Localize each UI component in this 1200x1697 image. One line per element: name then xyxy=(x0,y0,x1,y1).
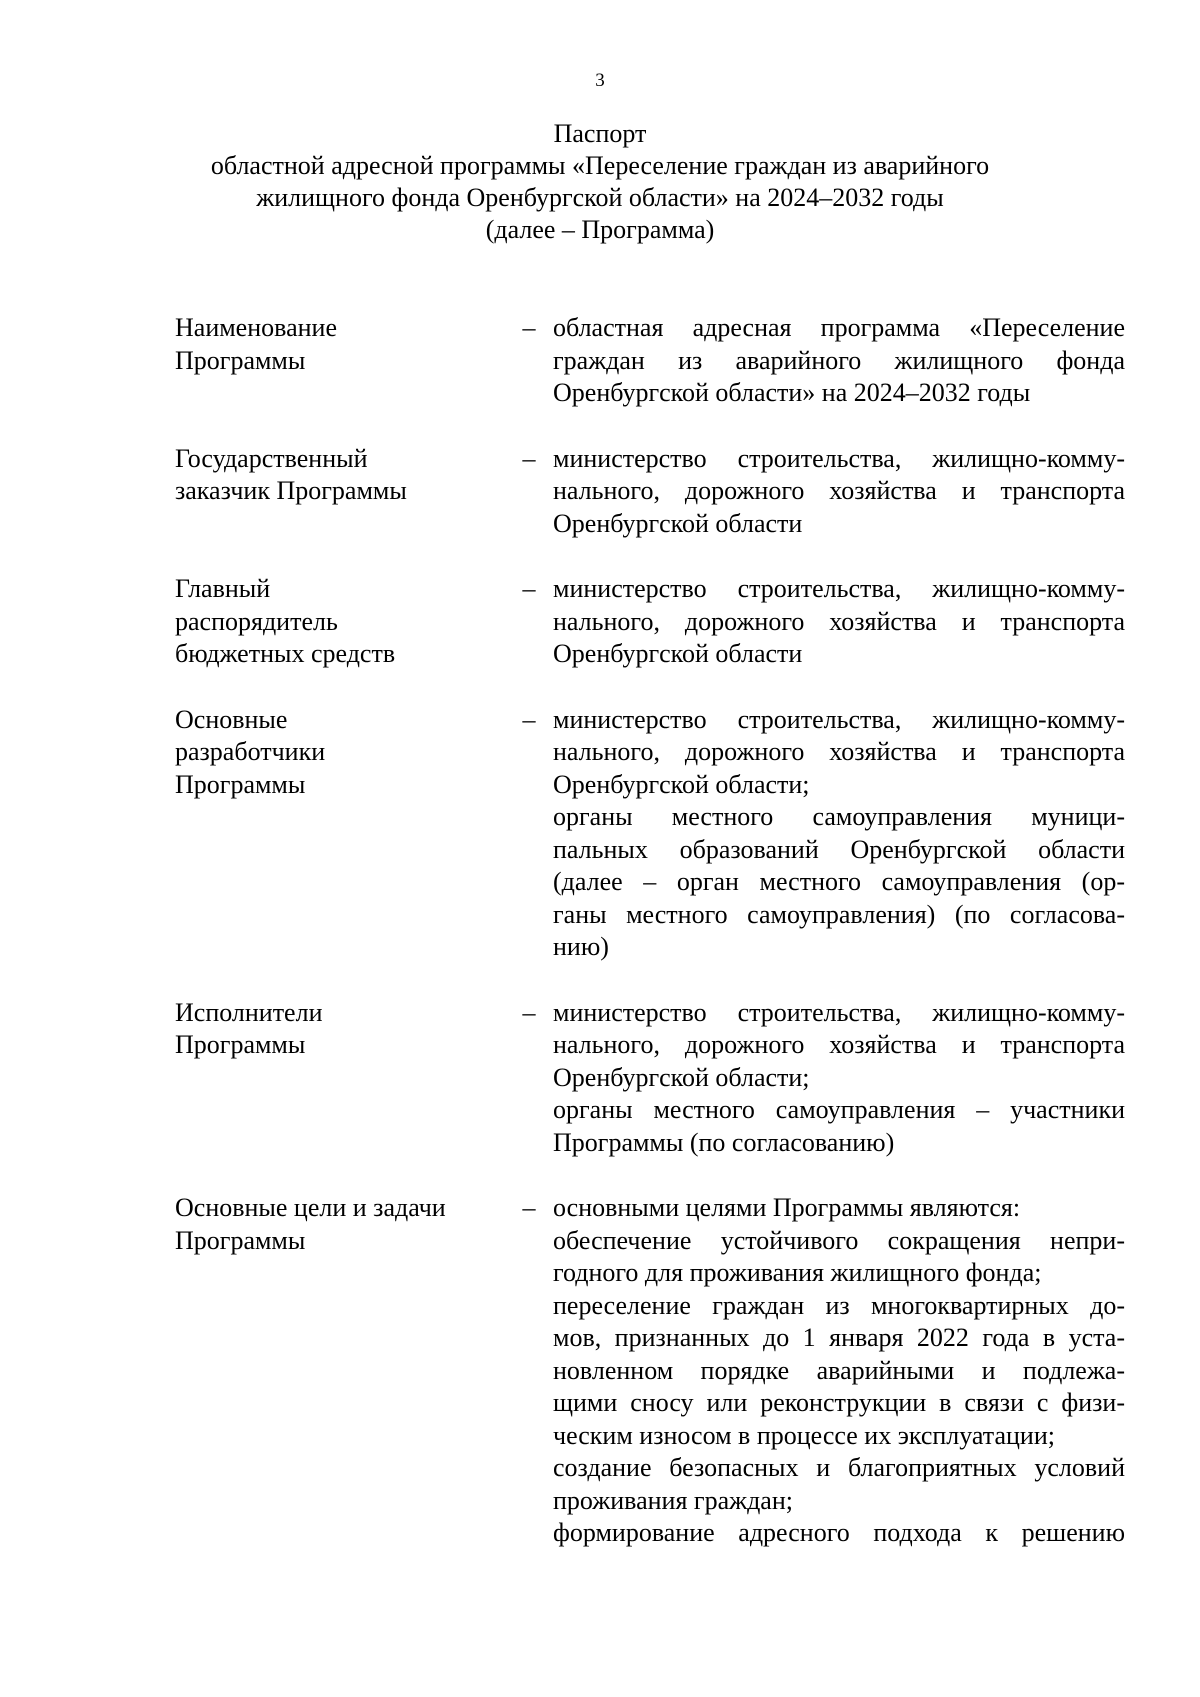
row-value-line: проживания граждан; xyxy=(553,1485,793,1515)
row-value-line: ганы местного самоуправления) (по согласова- xyxy=(553,899,1125,929)
passport-row xyxy=(175,443,1125,541)
passport-row xyxy=(175,312,1125,410)
row-value-line: министерство строительства, жилищно-комму- xyxy=(553,443,1125,473)
row-value-line: министерство строительства, жилищно-комму- xyxy=(553,574,1125,603)
title-line: (далее – Программа) xyxy=(485,215,715,244)
row-value xyxy=(553,997,1125,1160)
row-label-line: Наименование xyxy=(175,313,337,342)
page-number: 3 xyxy=(595,70,605,91)
row-dash: – xyxy=(522,443,536,473)
row-value-line: новленном порядке аварийными и подлежа- xyxy=(553,1355,1125,1385)
row-label xyxy=(175,443,505,541)
title-line: жилищного фонда Оренбургской области» на 2024–2032 годы xyxy=(256,183,944,212)
title-line: областной адресной программы «Переселение граждан из аварийного xyxy=(210,151,990,180)
row-label-line: заказчик Программы xyxy=(175,476,407,505)
row-value-line: Оренбургской области; xyxy=(553,769,810,799)
row-value xyxy=(553,312,1125,410)
row-label xyxy=(175,1192,505,1550)
row-label-line: Главный xyxy=(175,574,271,603)
row-value-line: переселение граждан из многоквартирных до- xyxy=(553,1290,1125,1320)
row-label-line: Программы xyxy=(175,1030,306,1059)
row-value-line: создание безопасных и благоприятных условий xyxy=(553,1453,1125,1482)
row-value-line: щими сносу или реконструкции в связи с физи- xyxy=(553,1388,1125,1417)
row-value-line: нального, дорожного хозяйства и транспорта xyxy=(553,476,1125,505)
row-value xyxy=(553,704,1125,964)
row-value-line: Оренбургской области xyxy=(553,639,803,668)
row-label-line: распорядитель xyxy=(175,606,338,636)
row-dash: – xyxy=(522,574,536,603)
row-label-line: бюджетных средств xyxy=(175,639,396,668)
row-value-line: Оренбургской области; xyxy=(553,1062,810,1092)
passport-row xyxy=(175,573,1125,671)
row-value-line: Оренбургской области xyxy=(553,508,803,538)
row-dash: – xyxy=(522,313,536,342)
row-value-line: нального, дорожного хозяйства и транспорта xyxy=(553,606,1125,636)
row-value-line: министерство строительства, жилищно-комму- xyxy=(553,997,1125,1027)
row-value-line: Программы (по согласованию) xyxy=(553,1127,895,1157)
row-value-line: основными целями Программы являются: xyxy=(553,1193,1021,1222)
row-dash: – xyxy=(522,1193,536,1222)
title-line: Паспорт xyxy=(553,119,647,148)
passport-row xyxy=(175,704,1125,964)
row-value xyxy=(553,443,1125,541)
row-value-line: формирование адресного подхода к решению xyxy=(553,1518,1125,1547)
row-label xyxy=(175,997,505,1160)
row-value-line: ческим износом в процессе их эксплуатации; xyxy=(553,1420,1055,1450)
row-value-line: мов, признанных до 1 января 2022 года в уста- xyxy=(553,1323,1125,1352)
row-value-line: Оренбургской области» на 2024–2032 годы xyxy=(553,378,1031,407)
row-label-line: разработчики xyxy=(175,737,326,766)
row-dash: – xyxy=(522,704,536,734)
row-value-line: органы местного самоуправления муници- xyxy=(553,802,1125,831)
row-label-line: Программы xyxy=(175,345,306,375)
row-label-line: Исполнители xyxy=(175,997,323,1027)
row-value-line: (далее – орган местного самоуправления (ор- xyxy=(553,867,1125,896)
row-label-line: Государственный xyxy=(175,443,368,473)
row-value-line: граждан из аварийного жилищного фонда xyxy=(553,345,1125,375)
row-dash: – xyxy=(522,997,536,1027)
row-label-line: Основные xyxy=(175,704,288,734)
row-value-line: пальных образований Оренбургской области xyxy=(553,834,1125,864)
row-label-line: Программы xyxy=(175,1225,306,1255)
row-value-line: министерство строительства, жилищно-комму- xyxy=(553,704,1125,734)
passport-table xyxy=(175,312,1125,1583)
row-label xyxy=(175,573,505,671)
row-value xyxy=(553,1192,1125,1550)
row-value-line: нального, дорожного хозяйства и транспорта xyxy=(553,1030,1125,1059)
row-value-line: обеспечение устойчивого сокращения непри- xyxy=(553,1225,1125,1255)
row-value-line: годного для проживания жилищного фонда; xyxy=(553,1258,1042,1287)
row-value-line: нию) xyxy=(553,932,609,961)
row-value xyxy=(553,573,1125,671)
row-label xyxy=(175,704,505,964)
row-label-line: Основные цели и задачи xyxy=(175,1193,446,1222)
row-value-line: нального, дорожного хозяйства и транспорта xyxy=(553,737,1125,766)
passport-row xyxy=(175,1192,1125,1550)
passport-row xyxy=(175,997,1125,1160)
document-title xyxy=(0,118,1200,246)
row-label xyxy=(175,312,505,410)
row-value-line: областная адресная программа «Переселение xyxy=(553,313,1125,342)
row-value-line: органы местного самоуправления – участники xyxy=(553,1095,1125,1124)
row-label-line: Программы xyxy=(175,769,306,799)
